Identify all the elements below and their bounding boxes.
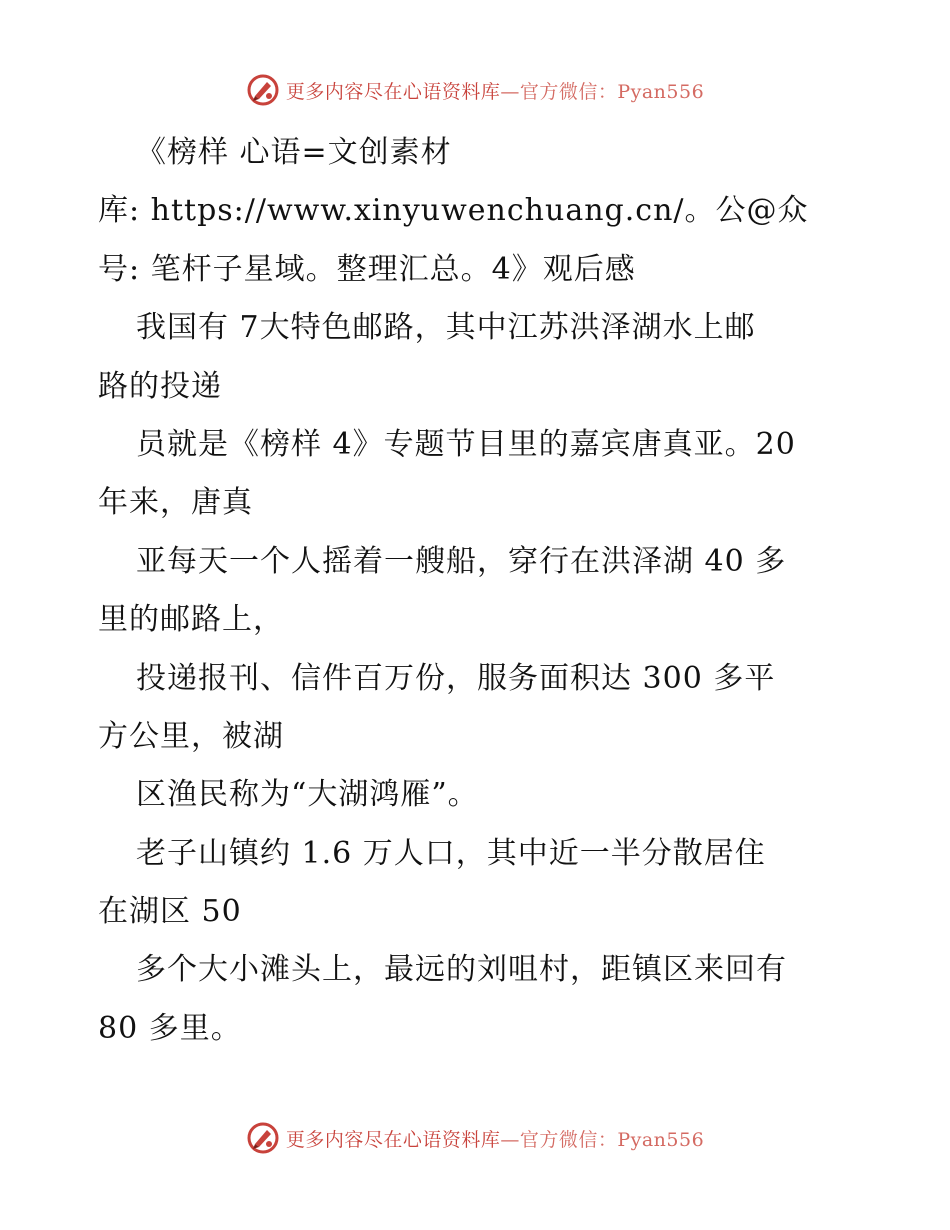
body-line: 路的投递 (98, 368, 222, 404)
footer-banner-title: 更多内容尽在心语资料库 (285, 1128, 501, 1151)
body-line: 我国有 7大特色邮路，其中江苏洪泽湖水上邮 (136, 310, 756, 346)
header-banner-suffix: —官方微信：Pyan556 (500, 80, 705, 103)
body-line: 老子山镇约 1.6 万人口，其中近一半分散居住 (136, 835, 766, 871)
body-line: 里的邮路上， (98, 602, 284, 638)
header-banner (0, 70, 950, 110)
body-line: 投递报刊、信件百万份，服务面积达 300 多平 (136, 660, 776, 696)
body-line: 库: https://www.xinyuwenchuang.cn/。公@众 (98, 193, 809, 229)
body-line: 号: 笔杆子星域。整理汇总。4》观后感 (98, 251, 636, 287)
footer-banner-suffix: —官方微信：Pyan556 (500, 1128, 705, 1151)
footer-banner-inner (246, 1121, 704, 1155)
footer-banner-text (286, 1125, 704, 1152)
body-line: 在湖区 50 (98, 894, 242, 930)
footer-banner (0, 1118, 950, 1158)
header-banner-text (286, 77, 704, 104)
header-banner-title: 更多内容尽在心语资料库 (285, 80, 501, 103)
brand-logo-icon (246, 1121, 280, 1155)
body-line: 年来，唐真 (98, 485, 253, 521)
body-line: 《榜样 心语=文创素材 (136, 135, 452, 170)
body-line: 方公里，被湖 (98, 718, 284, 754)
body-line: 80 多里。 (98, 1010, 242, 1046)
document-body (98, 124, 898, 1058)
body-line: 区渔民称为“大湖鸿雁”。 (136, 777, 479, 813)
body-line: 员就是《榜样 4》专题节目里的嘉宾唐真亚。20 (136, 426, 796, 462)
brand-logo-icon (246, 73, 280, 107)
header-banner-inner (246, 73, 704, 107)
body-line: 多个大小滩头上，最远的刘咀村，距镇区来回有 (136, 952, 787, 988)
body-line: 亚每天一个人摇着一艘船，穿行在洪泽湖 40 多 (136, 543, 787, 579)
